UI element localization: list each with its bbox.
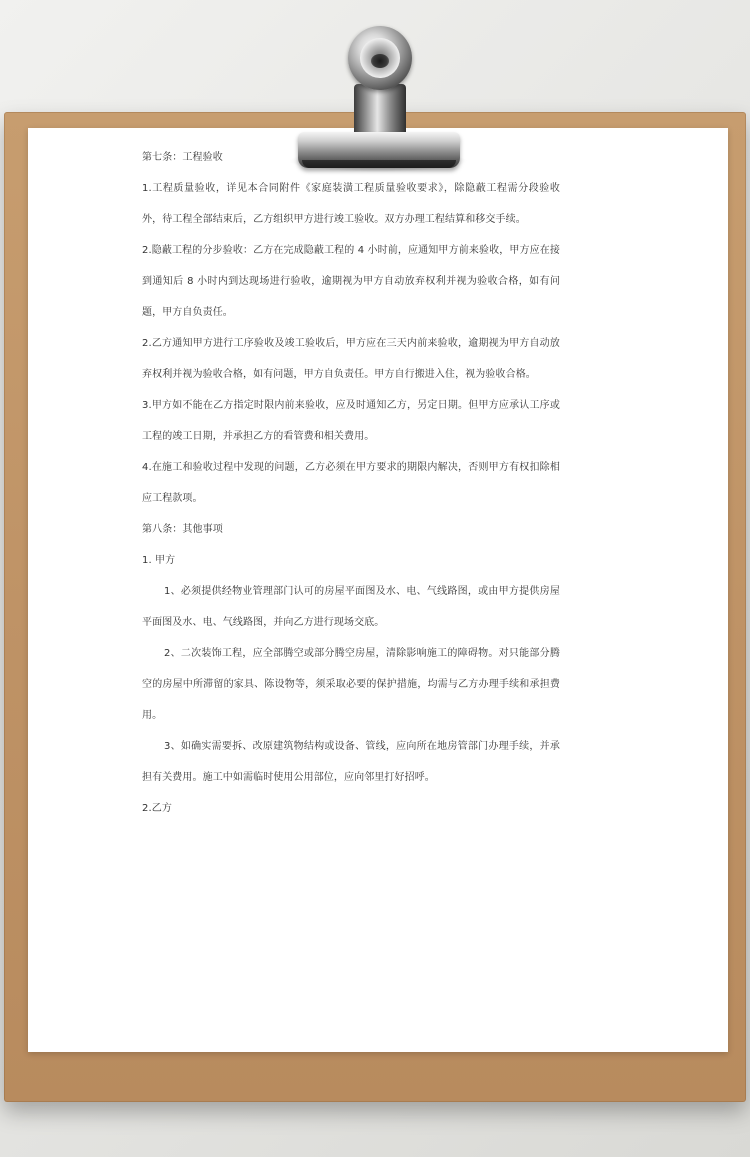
- paragraph-7-3: 3.甲方如不能在乙方指定时限内前来验收，应及时通知乙方，另定日期。但甲方应承认工序或工程的竣工日期，并承担乙方的看管费和相关费用。: [142, 400, 560, 442]
- subheading-party-b: 2.乙方: [142, 803, 172, 814]
- section-heading-8: 第八条：其他事项: [142, 524, 223, 535]
- paragraph-8-a-3: 3、如确实需要拆、改原建筑物结构或设备、管线，应向所在地房管部门办理手续，并承担有关费用。施工中如需临时使用公用部位，应向邻里打好招呼。: [142, 741, 560, 783]
- paragraph-8-a-1: 1、必须提供经物业管理部门认可的房屋平面图及水、电、气线路图，或由甲方提供房屋平面图及水、电、气线路图，并向乙方进行现场交底。: [142, 586, 560, 628]
- paragraph-8-a-2: 2、二次装饰工程，应全部腾空或部分腾空房屋，清除影响施工的障碍物。对只能部分腾空的房屋中所滞留的家具、陈设物等，须采取必要的保护措施，均需与乙方办理手续和承担费用。: [142, 648, 560, 721]
- paragraph-7-1: 1.工程质量验收，详见本合同附件《家庭装潢工程质量验收要求》，除隐蔽工程需分段验收外，待工程全部结束后，乙方组织甲方进行竣工验收。双方办理工程结算和移交手续。: [142, 183, 560, 225]
- paragraph-7-2: 2.隐蔽工程的分步验收：乙方在完成隐蔽工程的 4 小时前，应通知甲方前来验收，甲方应在接到通知后 8 小时内到达现场进行验收，逾期视为甲方自动放弃权利并视为验收合格，如有问题，甲方自负责任。: [142, 245, 560, 318]
- clip-arm: [354, 84, 406, 138]
- clip-hole: [371, 54, 389, 68]
- section-heading-7: 第七条：工程验收: [142, 152, 223, 163]
- subheading-party-a: 1. 甲方: [142, 555, 176, 566]
- paragraph-7-2b: 2.乙方通知甲方进行工序验收及竣工验收后，甲方应在三天内前来验收，逾期视为甲方自动放弃权利并视为验收合格，如有问题，甲方自负责任。甲方自行搬进入住，视为验收合格。: [142, 338, 560, 380]
- paragraph-7-4: 4.在施工和验收过程中发现的问题，乙方必须在甲方要求的期限内解决，否则甲方有权扣除相应工程款项。: [142, 462, 560, 504]
- document-content: [142, 142, 560, 824]
